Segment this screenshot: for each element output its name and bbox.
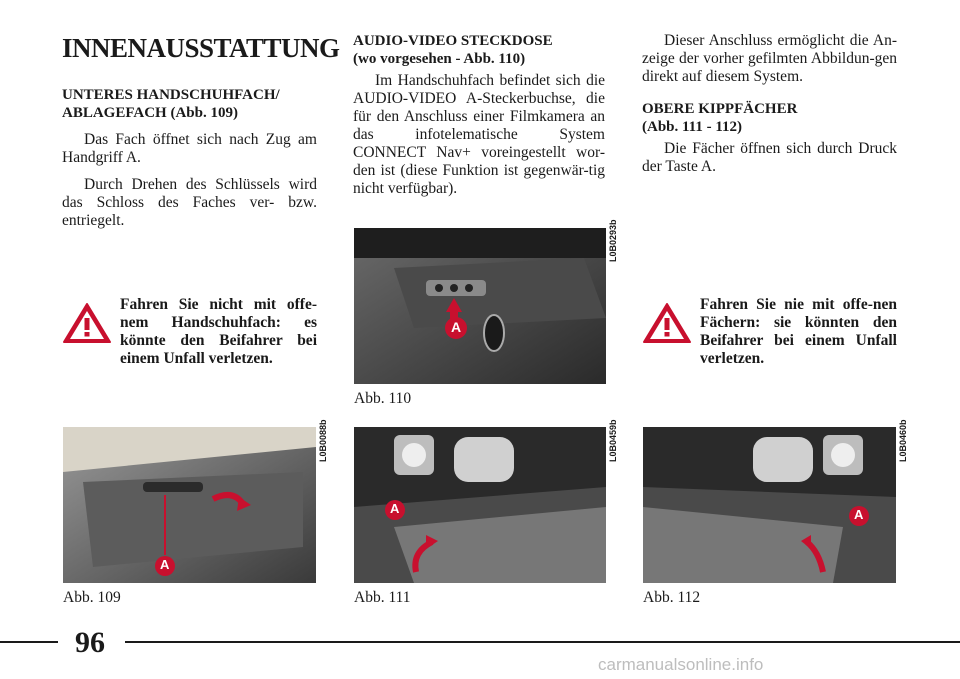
figure-112-caption: Abb. 112 [643, 589, 701, 606]
section-heading-glovebox-line2: ABLAGEFACH (Abb. 109) [62, 105, 238, 121]
figure-112-photo [643, 427, 896, 583]
figure-111-caption: Abb. 111 [354, 589, 411, 606]
warning-icon [642, 302, 692, 344]
figure-111-code: L0B0459b [608, 419, 618, 462]
figure-110-photo [354, 228, 606, 384]
marker-a-label: A [854, 507, 864, 522]
paragraph-glovebox-lock: Durch Drehen des Schlüssels wird das Schloss des Faches ver- bzw. entriegelt. [62, 176, 317, 229]
watermark: carmanualsonline.info [598, 655, 764, 674]
page-title: INNENAUSSTATTUNG [62, 33, 340, 63]
warning-glovebox-text: Fahren Sie nicht mit offe-nem Handschuhfach: es könnte den Beifahrer bei einem Unfall verletzen. [120, 296, 317, 367]
figure-109-caption: Abb. 109 [63, 589, 121, 606]
warning-glovebox [62, 296, 317, 368]
paragraph-upper-compartments: Die Fächer öffnen sich durch Druck der Taste A. [642, 140, 897, 175]
page-number: 96 [75, 626, 105, 659]
figure-109-code: L0B0088b [318, 419, 328, 462]
warning-upper-compartments [642, 296, 897, 368]
paragraph-glovebox-open: Das Fach öffnet sich nach Zug am Handgriff A. [62, 131, 317, 166]
section-heading-upper-compartments-line1: OBERE KIPPFÄCHER [642, 101, 798, 117]
figure-110-caption: Abb. 110 [354, 390, 412, 407]
column-left [62, 32, 340, 230]
footer-rule-right [125, 641, 960, 643]
figure-111-photo [354, 427, 606, 583]
glovebox-socket-illustration [354, 228, 606, 384]
paragraph-av-display: Dieser Anschluss ermöglicht die An-zeige der vorher gefilmten Abbildun-gen direkt auf diesem System. [642, 32, 897, 85]
section-heading-av-socket-line1: AUDIO-VIDEO STECKDOSE [353, 33, 553, 49]
section-heading-upper-compartments-line2: (Abb. 111 - 112) [642, 119, 743, 135]
figure-110-code: L0B0293b [608, 219, 618, 262]
marker-a-label: A [160, 557, 170, 572]
figure-109-photo [63, 427, 316, 583]
footer-rule-left [0, 641, 58, 643]
column-right [642, 32, 897, 176]
column-middle [353, 32, 605, 198]
section-heading-glovebox-line1: UNTERES HANDSCHUHFACH/ [62, 87, 280, 103]
paragraph-av-socket: Im Handschuhfach befindet sich die AUDIO-VIDEO A-Steckerbuchse, die für den Anschluss einer Filmkamera an das infotelematische System CONNECT Nav+ voreingestellt wor-den ist (diese Funktion ist gegenwär-tig nicht verfügbar). [353, 72, 605, 197]
figure-112-code: L0B0460b [898, 419, 908, 462]
marker-a-label: A [390, 501, 400, 516]
warning-upper-compartments-text: Fahren Sie nie mit offe-nen Fächern: sie könnten den Beifahrer bei einem Unfall verletzen. [700, 296, 897, 367]
section-heading-av-socket-line2: (wo vorgesehen - Abb. 110) [353, 51, 526, 67]
warning-icon [62, 302, 112, 344]
glovebox-illustration [63, 427, 316, 583]
marker-a-label: A [451, 319, 462, 335]
